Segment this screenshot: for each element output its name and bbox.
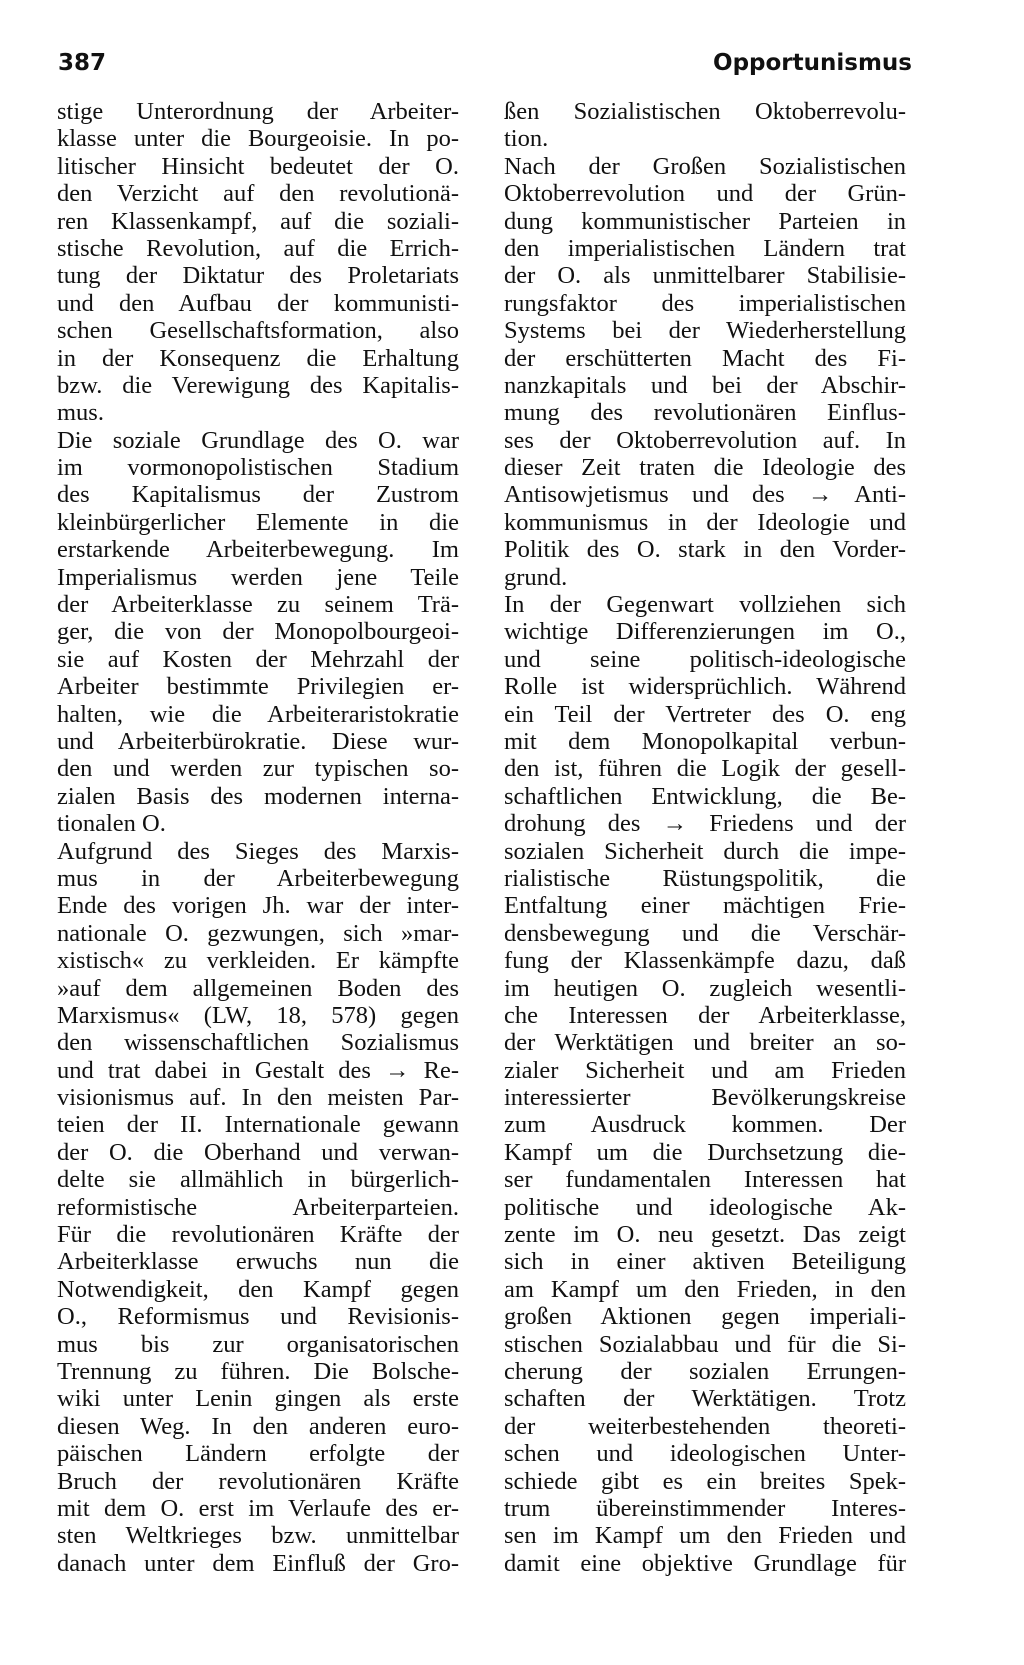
text-line: mit dem O. erst im Verlaufe des er- [57, 1494, 459, 1522]
text-line: am Kampf um den Frieden, in den [504, 1275, 906, 1303]
text-line: visionismus auf. In den meisten Par- [57, 1084, 459, 1112]
text-line: den ist, führen die Logik der gesell- [504, 755, 906, 783]
text-line: tion. [504, 125, 549, 153]
text-line: des Kapitalismus der Zustrom [57, 481, 459, 509]
text-line: Systems bei der Wiederherstellung [504, 317, 906, 345]
text-line: Nach der Großen Sozialistischen [504, 152, 906, 180]
text-line: »auf dem allgemeinen Boden des [57, 974, 459, 1002]
running-head: Opportunismus [713, 50, 912, 76]
text-line: zialen Basis des modernen interna- [57, 782, 459, 810]
text-line: Politik des O. stark in den Vorder- [504, 536, 906, 564]
text-line: wichtige Differenzierungen im O., [504, 618, 906, 646]
text-line: und Arbeiterbürokratie. Diese wur- [57, 727, 459, 755]
text-line: den und werden zur typischen so- [57, 755, 459, 783]
text-line: im vormonopolistischen Stadium [57, 454, 459, 482]
text-line: sen im Kampf um den Frieden und [504, 1522, 906, 1550]
text-line: großen Aktionen gegen imperiali- [504, 1303, 906, 1331]
right-column [504, 98, 906, 1577]
text-line: interessierter Bevölkerungskreise [504, 1084, 906, 1112]
text-line: der Arbeiterklasse zu seinem Trä- [57, 591, 459, 619]
text-line: zente im O. neu gesetzt. Das zeigt [504, 1221, 906, 1249]
text-line: ger, die von der Monopolbourgeoi- [57, 618, 459, 646]
text-line: In der Gegenwart vollziehen sich [504, 591, 906, 619]
text-line: wiki unter Lenin gingen als erste [57, 1385, 459, 1413]
text-line: sozialen Sicherheit durch die impe- [504, 837, 906, 865]
text-line: schaften der Werktätigen. Trotz [504, 1385, 906, 1413]
page-header [58, 50, 912, 80]
text-line: dung kommunistischer Parteien in [504, 207, 906, 235]
text-line: zum Ausdruck kommen. Der [504, 1111, 906, 1139]
text-line: Ende des vorigen Jh. war der inter- [57, 892, 459, 920]
text-line: xistisch« zu verkleiden. Er kämpfte [57, 947, 459, 975]
text-line: und trat dabei in Gestalt des → Re- [57, 1056, 459, 1084]
text-line: ein Teil der Vertreter des O. eng [504, 700, 906, 728]
text-line: Bruch der revolutionären Kräfte [57, 1467, 459, 1495]
text-line: nanzkapitals und bei der Abschir- [504, 371, 906, 399]
text-line: ren Klassenkampf, auf die soziali- [57, 207, 459, 235]
text-line: rialistische Rüstungspolitik, die [504, 864, 906, 892]
text-line: bzw. die Verewigung des Kapitalis- [57, 371, 459, 399]
text-line: O., Reformismus und Revisionis- [57, 1303, 459, 1331]
text-line: in der Konsequenz die Erhaltung [57, 344, 459, 372]
text-line: mus. [57, 399, 104, 427]
text-line: Imperialismus werden jene Teile [57, 563, 459, 591]
text-line: densbewegung und die Verschär- [504, 919, 906, 947]
text-line: fung der Klassenkämpfe dazu, daß [504, 947, 906, 975]
text-line: drohung des → Friedens und der [504, 810, 906, 838]
text-line: sich in einer aktiven Beteiligung [504, 1248, 906, 1276]
text-line: mus bis zur organisatorischen [57, 1330, 459, 1358]
text-line: den wissenschaftlichen Sozialismus [57, 1029, 459, 1057]
text-line: sie auf Kosten der Mehrzahl der [57, 645, 459, 673]
text-line: den imperialistischen Ländern trat [504, 234, 906, 262]
text-line: stige Unterordnung der Arbeiter- [57, 98, 459, 125]
left-column [57, 98, 459, 1577]
text-line: teien der II. Internationale gewann [57, 1111, 459, 1139]
text-line: politische und ideologische Ak- [504, 1193, 906, 1221]
text-line: Notwendigkeit, den Kampf gegen [57, 1275, 459, 1303]
text-line: ser fundamentalen Interessen hat [504, 1166, 906, 1194]
text-line: der O. die Oberhand und verwan- [57, 1138, 459, 1166]
text-line: Marxismus« (LW, 18, 578) gegen [57, 1001, 459, 1029]
text-line: klasse unter die Bourgeoisie. In po- [57, 125, 459, 153]
text-line: stische Revolution, auf die Errich- [57, 234, 459, 262]
text-line: der O. als unmittelbarer Stabilisie- [504, 262, 906, 290]
text-line: tung der Diktatur des Proletariats [57, 262, 459, 290]
text-line: mit dem Monopolkapital verbun- [504, 727, 906, 755]
text-line: dieser Zeit traten die Ideologie des [504, 454, 906, 482]
text-line: danach unter dem Einfluß der Gro- [57, 1549, 459, 1577]
text-line: ses der Oktoberrevolution auf. In [504, 426, 906, 454]
text-line: schen Gesellschaftsformation, also [57, 317, 459, 345]
text-line: Arbeiterklasse erwuchs nun die [57, 1248, 459, 1276]
text-line: damit eine objektive Grundlage für [504, 1549, 906, 1577]
text-line: Die soziale Grundlage des O. war [57, 426, 459, 454]
text-line: päischen Ländern erfolgte der [57, 1440, 459, 1468]
text-line: litischer Hinsicht bedeutet der O. [57, 152, 459, 180]
text-line: erstarkende Arbeiterbewegung. Im [57, 536, 459, 564]
text-line: schaftlichen Entwicklung, die Be- [504, 782, 906, 810]
text-line: und seine politisch-ideologische [504, 645, 906, 673]
text-line: che Interessen der Arbeiterklasse, [504, 1001, 906, 1029]
text-line: schen und ideologischen Unter- [504, 1440, 906, 1468]
text-line: delte sie allmählich in bürgerlich- [57, 1166, 459, 1194]
text-line: grund. [504, 563, 568, 591]
text-line: kleinbürgerlicher Elemente in die [57, 508, 459, 536]
text-line: und den Aufbau der kommunisti- [57, 289, 459, 317]
text-line: diesen Weg. In den anderen euro- [57, 1412, 459, 1440]
text-line: tionalen O. [57, 810, 166, 838]
text-line: kommunismus in der Ideologie und [504, 508, 906, 536]
text-line: Trennung zu führen. Die Bolsche- [57, 1357, 459, 1385]
text-line: zialer Sicherheit und am Frieden [504, 1056, 906, 1084]
text-line: cherung der sozialen Errungen- [504, 1357, 906, 1385]
text-line: ßen Sozialistischen Oktoberrevolu- [504, 98, 906, 125]
text-line: halten, wie die Arbeiteraristokratie [57, 700, 459, 728]
text-line: Entfaltung einer mächtigen Frie- [504, 892, 906, 920]
text-line: sten Weltkrieges bzw. unmittelbar [57, 1522, 459, 1550]
text-line: der erschütterten Macht des Fi- [504, 344, 906, 372]
text-line: Rolle ist widersprüchlich. Während [504, 673, 906, 701]
text-line: mus in der Arbeiterbewegung [57, 864, 459, 892]
text-line: Aufgrund des Sieges des Marxis- [57, 837, 459, 865]
text-line: Antisowjetismus und des → Anti- [504, 481, 906, 509]
text-line: Arbeiter bestimmte Privilegien er- [57, 673, 459, 701]
text-line: mung des revolutionären Einflus- [504, 399, 906, 427]
text-line: rungsfaktor des imperialistischen [504, 289, 906, 317]
text-line: stischen Sozialabbau und für die Si- [504, 1330, 906, 1358]
text-line: Oktoberrevolution und der Grün- [504, 180, 906, 208]
text-line: Kampf um die Durchsetzung die- [504, 1138, 906, 1166]
text-line: den Verzicht auf den revolutionä- [57, 180, 459, 208]
text-line: der Werktätigen und breiter an so- [504, 1029, 906, 1057]
page-number: 387 [58, 50, 107, 76]
text-line: Für die revolutionären Kräfte der [57, 1221, 459, 1249]
text-line: der weiterbestehenden theoreti- [504, 1412, 906, 1440]
text-line: nationale O. gezwungen, sich »mar- [57, 919, 459, 947]
text-line: reformistische Arbeiterparteien. [57, 1193, 459, 1221]
text-line: trum übereinstimmender Interes- [504, 1494, 906, 1522]
text-line: schiede gibt es ein breites Spek- [504, 1467, 906, 1495]
text-line: im heutigen O. zugleich wesentli- [504, 974, 906, 1002]
